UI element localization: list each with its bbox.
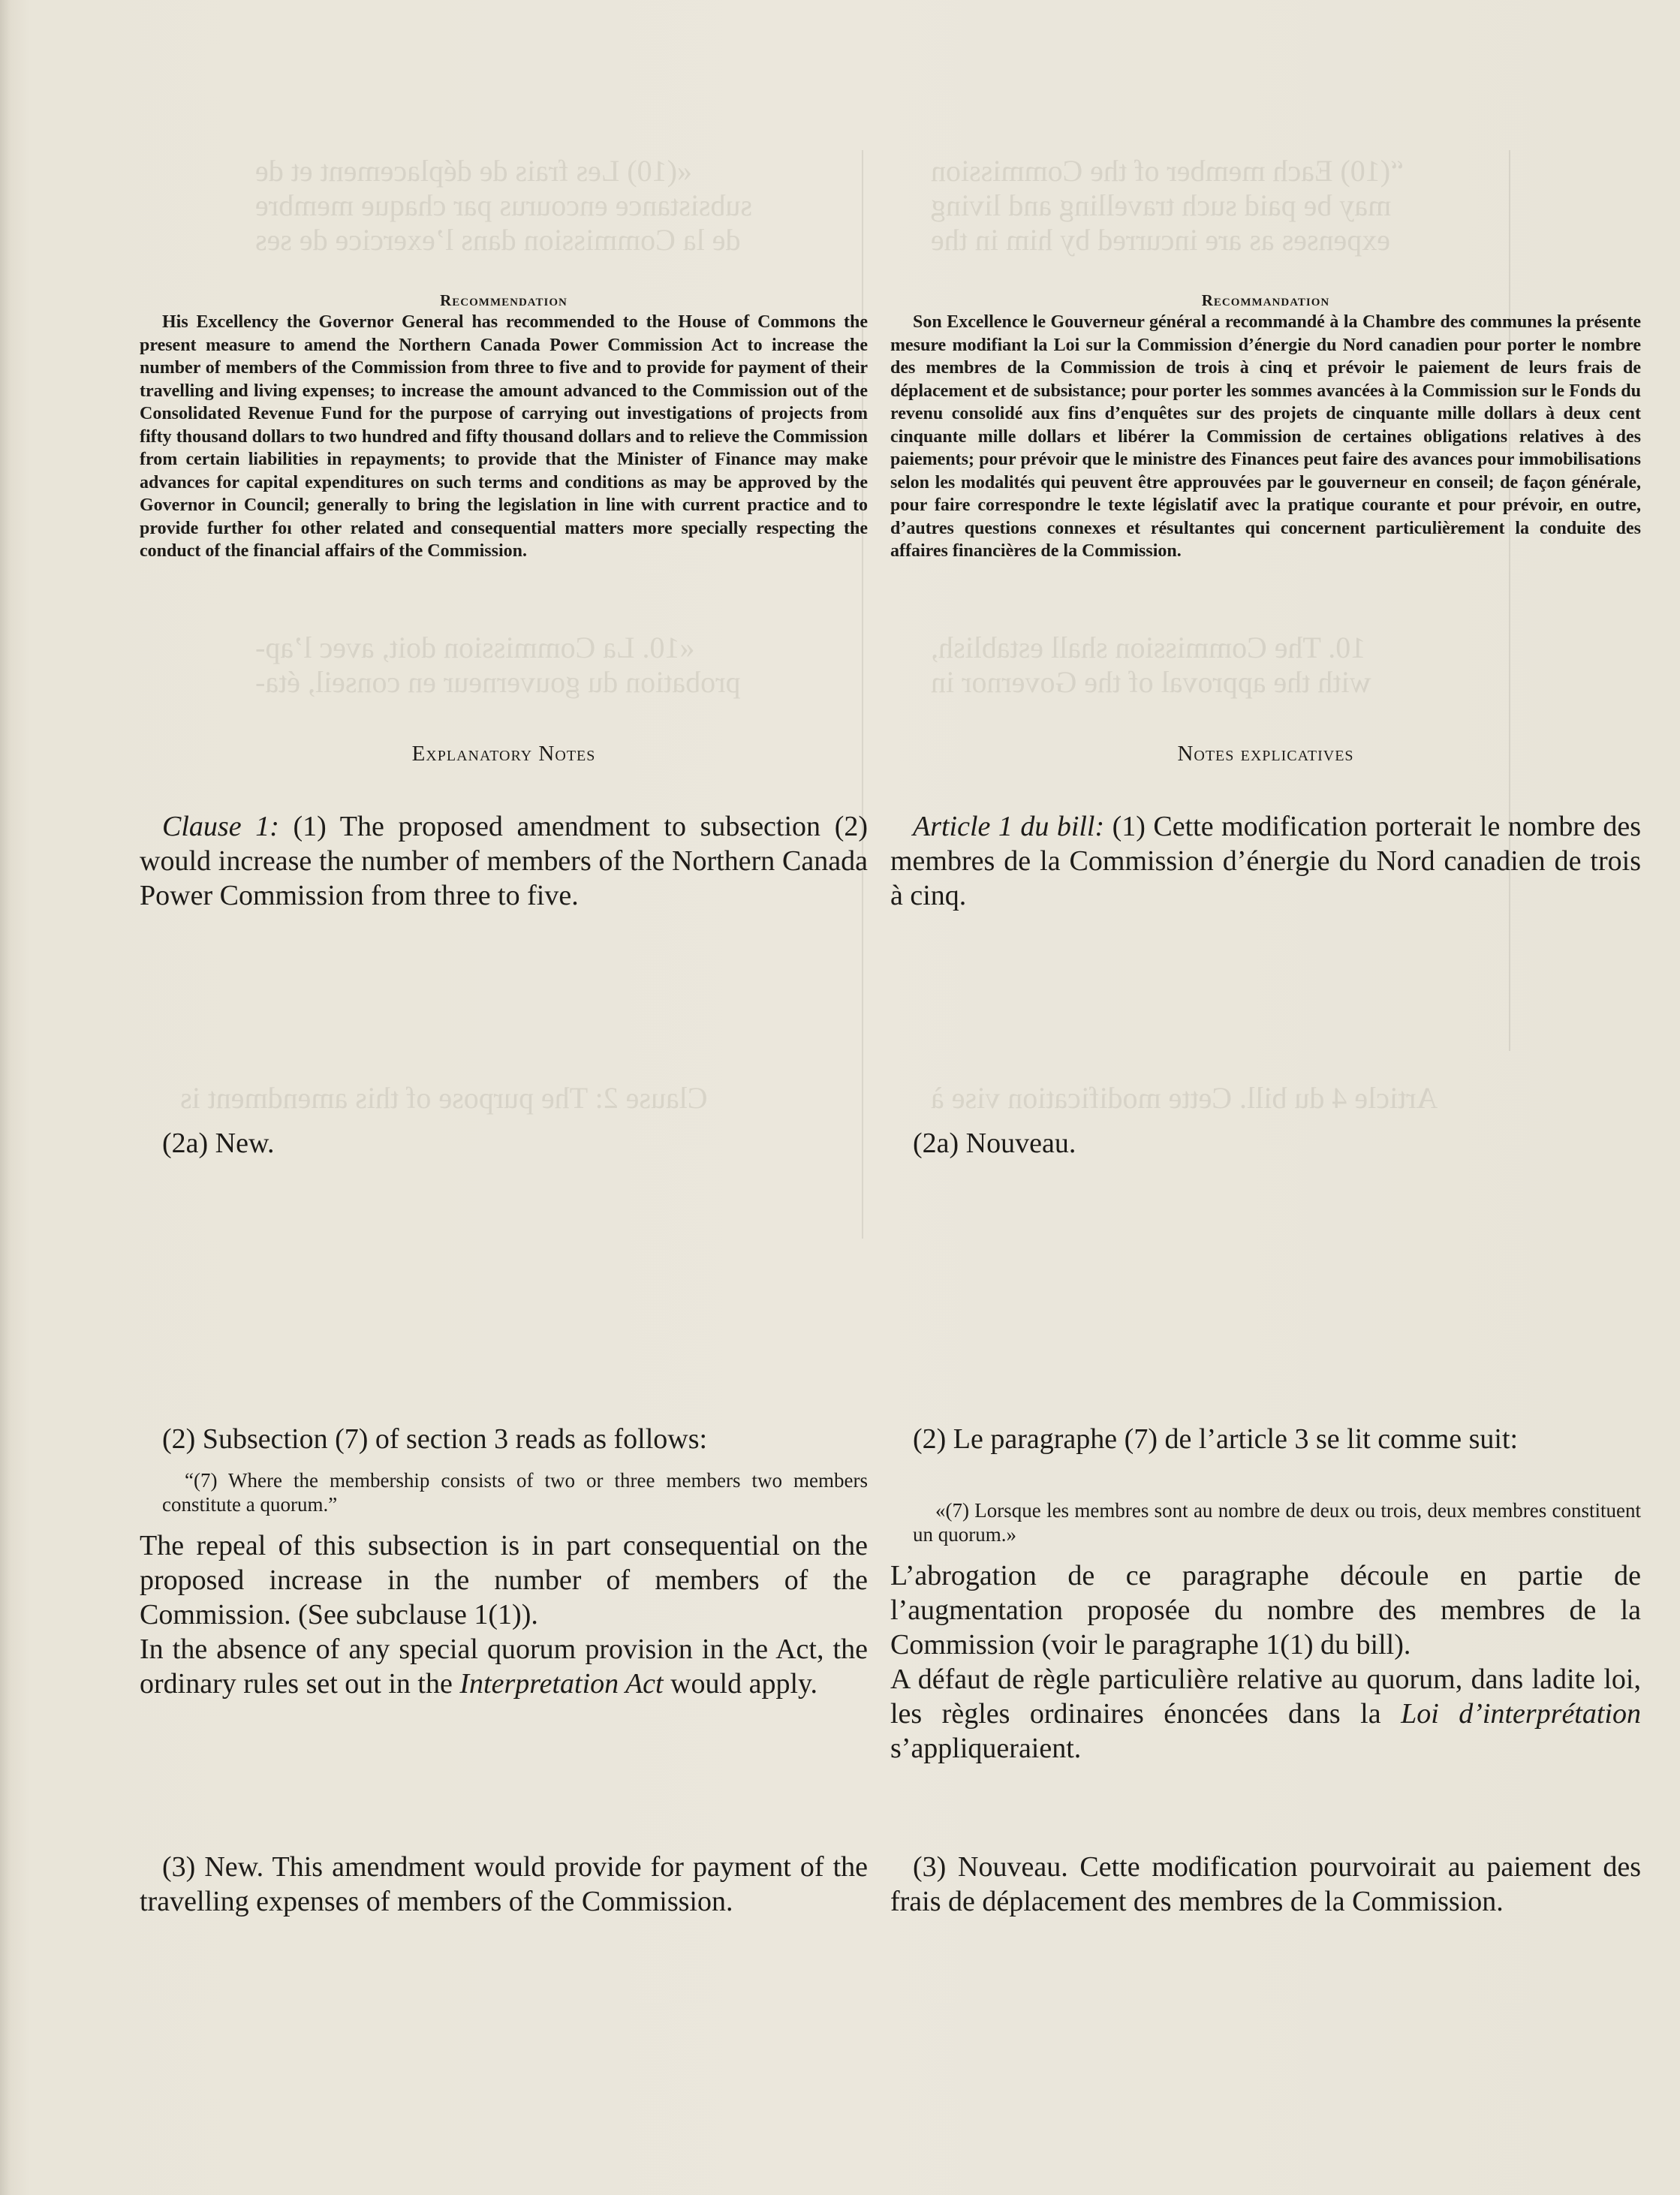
- item-2-repeal: The repeal of this subsection is in part consequential on the proposed increase in the number of members of the Commission. (See subclause 1(1)).: [140, 1530, 868, 1630]
- show-through-text: Clause 2: The purpose of this amendment is: [180, 1081, 708, 1115]
- show-through-rule: [1509, 150, 1510, 1051]
- recommendation-title: Recommendation: [440, 291, 568, 309]
- clause-1-text: (1) The proposed amendment to subsection (2) would increase the number of members of the Northern Canada Power Commission from three to five.: [140, 811, 868, 911]
- item-2-absence-paragraph: [890, 1662, 1641, 1766]
- item-2-intro: (2) Subsection (7) of section 3 reads as follows:: [162, 1423, 708, 1455]
- clause-1-label: Article 1 du bill:: [913, 811, 1105, 842]
- show-through-text: de la Commission dans l’exercice de ses: [255, 223, 741, 257]
- item-2-absence-text-a: In the absence of any special quorum provision in the Act, the ordinary rules set out in the: [140, 1633, 868, 1700]
- clause-1-text: (1) Cette modification porterait le nombre des membres de la Commission d’énergie du Nord canadien de trois à cinq.: [890, 811, 1642, 911]
- item-2a: (2a) Nouveau.: [913, 1128, 1076, 1159]
- show-through-text: may be paid such travelling and living: [931, 188, 1392, 222]
- show-through-text: Article 4 du bill. Cette modification vise à: [931, 1081, 1438, 1115]
- item-2-absence-act-name: Loi d’interprétation: [1401, 1698, 1641, 1730]
- show-through-text: probation du gouverneur en conseil, éta-: [255, 665, 741, 699]
- item-2-absence-text-a: A défaut de règle particulière relative au quorum, dans ladite loi, les règles ordinaires énoncées dans la: [890, 1664, 1641, 1730]
- item-2-absence-text-b: would apply.: [663, 1668, 818, 1700]
- item-2-absence-text-b: s’appliqueraient.: [890, 1733, 1082, 1764]
- clause-1-paragraph: [140, 809, 868, 913]
- item-2-absence-paragraph: [140, 1632, 868, 1701]
- item-2-absence-act-name: Interpretation Act: [459, 1668, 664, 1700]
- show-through-text: “(10) Each member of the Commission: [931, 154, 1404, 188]
- show-through-text: «(10) Les frais de déplacement et de: [255, 154, 692, 188]
- recommendation-body: His Excellency the Governor General has recommended to the House of Commons the present measure to amend the Northern Canada Power Commission Act to increase the number of members of the Commission from three to five and to provide for payment of their travelling and living expenses; to increase the amount advanced to the Commission out of the Consolidated Revenue Fund for the purpose of carrying out investigations of projects from fifty thousand dollars to two hundred and fifty thousand dollars and to relieve the Commission from certain liabilities in repayments; to provide that the Minister of Finance may make advances for capital expenditures on such terms and conditions as may be approved by the Governor in Council; generally to bring the legislation in line with current practice and to provide further foı other related and consequential matters more specially respecting the conduct of the financial affairs of the Commission.: [140, 312, 868, 561]
- recommendation-title: Recommandation: [1201, 291, 1330, 309]
- show-through-text: 10. The Commission shall establish,: [931, 631, 1366, 664]
- recommendation-body: Son Excellence le Gouverneur général a recommandé à la Chambre des communes la présente mesure modifiant la Loi sur la Commission d’énergie du Nord canadien pour porter le nombre des membres de la Commission de trois à cinq et prévoir le paiement de leurs frais de déplacement et de subsistance; pour porter les sommes avancées à la Commission sur le Fonds du revenu consolidé aux fins d’enquêtes sur des projets de cinquante mille dollars à deux cent cinquante mille dollars et libérer la Commission de certaines obligations relatives à des paiements; pour prévoir que le ministre des Finances peut faire des avances pour immobilisations selon les modalités qui peuvent être approuvées par le gouverneur en conseil; de façon générale, pour faire correspondre le texte législatif avec la pratique courante et pour prévoir, en outre, d’autres questions connexes et résultantes qui concernent particulièrement la conduite des affaires financières de la Commission.: [890, 312, 1641, 561]
- explanatory-notes-title: Notes explicatives: [1177, 742, 1354, 766]
- show-through-text: «10. La Commission doit, avec l’ap-: [255, 631, 695, 664]
- show-through-text: with the approval of the Governor in: [931, 665, 1371, 699]
- clause-1-label: Clause 1:: [162, 811, 279, 842]
- item-2-quote: «(7) Lorsque les membres sont au nombre de deux ou trois, deux membres constituent un quorum.»: [913, 1499, 1641, 1546]
- item-2-quote: “(7) Where the membership consists of two or three members two members constitute a quorum.”: [162, 1469, 868, 1516]
- item-2a: (2a) New.: [162, 1128, 275, 1159]
- show-through-text: expenses as are incurred by him in the: [931, 223, 1391, 257]
- clause-1-paragraph: [890, 809, 1641, 913]
- show-through-text: subsistance encourus par chaque membre: [255, 188, 752, 222]
- item-3: (3) New. This amendment would provide for payment of the travelling expenses of members of the Commission.: [140, 1851, 868, 1917]
- item-2-intro: (2) Le paragraphe (7) de l’article 3 se lit comme suit:: [913, 1423, 1519, 1455]
- item-3: (3) Nouveau. Cette modification pourvoirait au paiement des frais de déplacement des membres de la Commission.: [890, 1851, 1641, 1917]
- item-2-repeal: L’abrogation de ce paragraphe découle en partie de l’augmentation proposée du nombre des membres de la Commission (voir le paragraphe 1(1) du bill).: [890, 1560, 1641, 1661]
- explanatory-notes-title: Explanatory Notes: [411, 742, 596, 766]
